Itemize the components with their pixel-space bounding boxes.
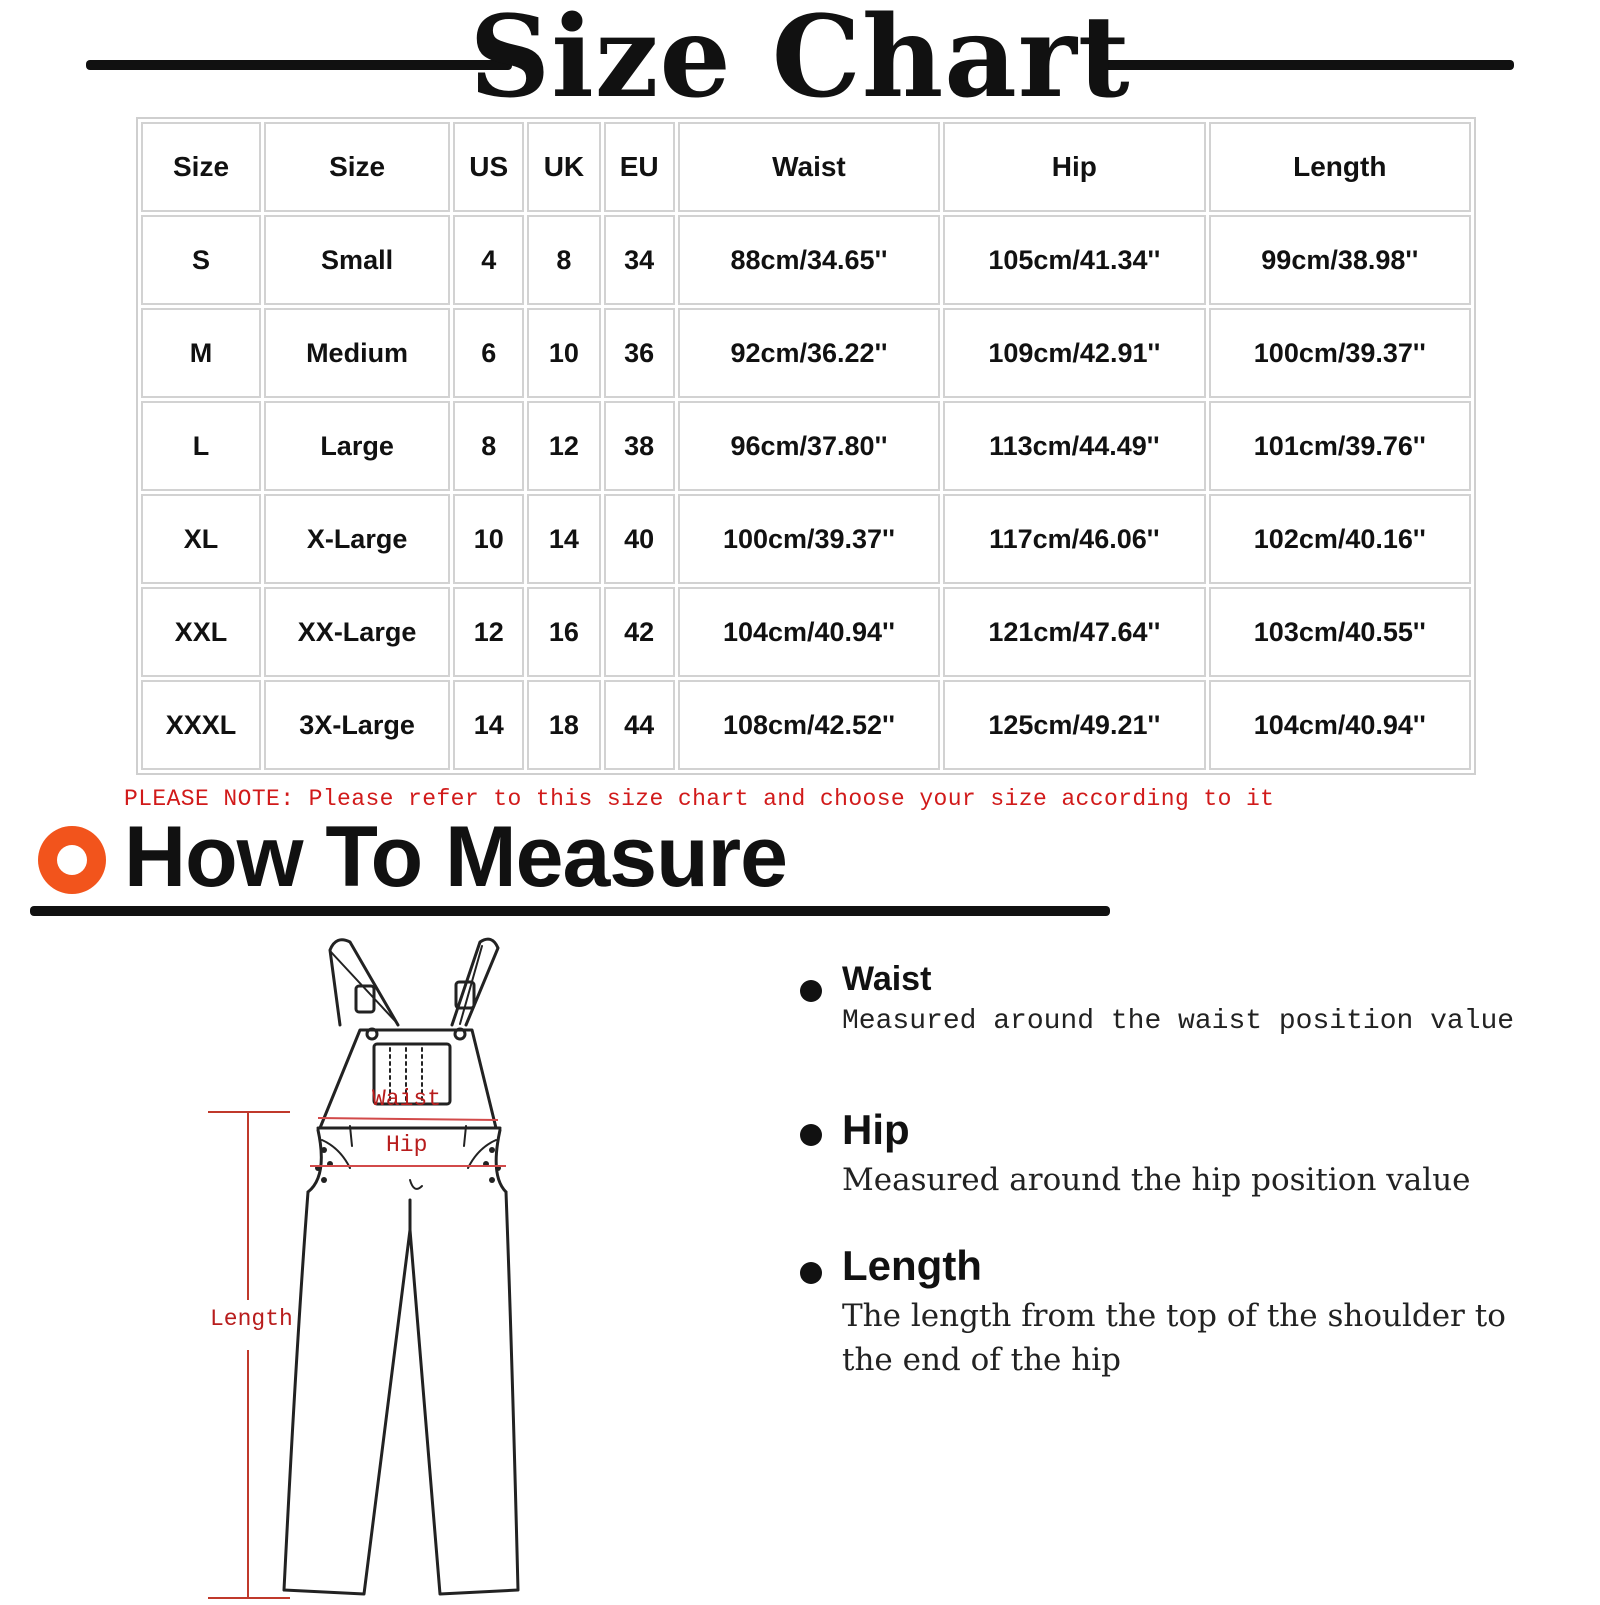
- table-cell: 44: [604, 680, 675, 770]
- header-cell: Length: [1209, 122, 1471, 212]
- measure-item-description-line2: the end of the hip: [842, 1342, 1121, 1378]
- table-cell: 38: [604, 401, 675, 491]
- table-cell: 16: [527, 587, 600, 677]
- header-cell: Size: [141, 122, 261, 212]
- table-cell: 8: [527, 215, 600, 305]
- table-cell: 109cm/42.91'': [943, 308, 1205, 398]
- header-cell: UK: [527, 122, 600, 212]
- table-cell: 8: [453, 401, 524, 491]
- table-cell: 104cm/40.94'': [1209, 680, 1471, 770]
- length-label: Length: [210, 1306, 293, 1332]
- table-cell: 113cm/44.49'': [943, 401, 1205, 491]
- table-cell: 10: [527, 308, 600, 398]
- overalls-diagram: [200, 930, 560, 1600]
- table-cell: Small: [264, 215, 450, 305]
- table-row: [141, 494, 1471, 584]
- header-cell: Size: [264, 122, 450, 212]
- measure-item-description: Measured around the hip position value: [842, 1162, 1471, 1198]
- table-cell: 34: [604, 215, 675, 305]
- table-cell: 117cm/46.06'': [943, 494, 1205, 584]
- table-row: [141, 401, 1471, 491]
- table-cell: Large: [264, 401, 450, 491]
- table-cell: 92cm/36.22'': [678, 308, 940, 398]
- overalls-outline-icon: [200, 930, 560, 1600]
- table-row: [141, 587, 1471, 677]
- table-cell: S: [141, 215, 261, 305]
- measure-heading: How To Measure: [124, 809, 787, 905]
- table-row: [141, 680, 1471, 770]
- table-cell: 14: [453, 680, 524, 770]
- table-cell: 40: [604, 494, 675, 584]
- header-cell: Waist: [678, 122, 940, 212]
- table-cell: 125cm/49.21'': [943, 680, 1205, 770]
- table-cell: XX-Large: [264, 587, 450, 677]
- table-cell: 42: [604, 587, 675, 677]
- table-cell: X-Large: [264, 494, 450, 584]
- size-table-frame: [136, 117, 1476, 775]
- table-cell: 12: [527, 401, 600, 491]
- table-cell: 88cm/34.65'': [678, 215, 940, 305]
- header-cell: Hip: [943, 122, 1205, 212]
- table-row: [141, 215, 1471, 305]
- table-cell: 4: [453, 215, 524, 305]
- size-note: PLEASE NOTE: Please refer to this size chart and choose your size according to it: [124, 786, 1275, 812]
- bullet-icon: [800, 1262, 822, 1284]
- table-cell: 36: [604, 308, 675, 398]
- table-cell: 100cm/39.37'': [1209, 308, 1471, 398]
- bullet-icon: [800, 1124, 822, 1146]
- bullet-icon: [800, 980, 822, 1002]
- table-cell: 3X-Large: [264, 680, 450, 770]
- table-cell: 100cm/39.37'': [678, 494, 940, 584]
- table-cell: 105cm/41.34'': [943, 215, 1205, 305]
- table-cell: M: [141, 308, 261, 398]
- table-cell: 99cm/38.98'': [1209, 215, 1471, 305]
- measure-item-heading: Waist: [842, 960, 932, 998]
- table-cell: XL: [141, 494, 261, 584]
- header-cell: EU: [604, 122, 675, 212]
- hip-label: Hip: [386, 1132, 428, 1158]
- table-cell: 102cm/40.16'': [1209, 494, 1471, 584]
- measure-item-description: The length from the top of the shoulder to: [842, 1298, 1506, 1334]
- page-title: Size Chart: [469, 0, 1131, 123]
- table-cell: L: [141, 401, 261, 491]
- table-cell: 121cm/47.64'': [943, 587, 1205, 677]
- table-cell: 104cm/40.94'': [678, 587, 940, 677]
- header-cell: US: [453, 122, 524, 212]
- table-header-row: [141, 122, 1471, 212]
- measure-item-heading: Length: [842, 1242, 982, 1289]
- table-cell: 108cm/42.52'': [678, 680, 940, 770]
- table-cell: 14: [527, 494, 600, 584]
- table-cell: 12: [453, 587, 524, 677]
- table-cell: XXXL: [141, 680, 261, 770]
- table-cell: 6: [453, 308, 524, 398]
- table-cell: 101cm/39.76'': [1209, 401, 1471, 491]
- table-cell: 103cm/40.55'': [1209, 587, 1471, 677]
- measure-underline: [30, 906, 1110, 916]
- table-row: [141, 308, 1471, 398]
- table-cell: XXL: [141, 587, 261, 677]
- table-cell: 96cm/37.80'': [678, 401, 940, 491]
- table-cell: 10: [453, 494, 524, 584]
- table-cell: Medium: [264, 308, 450, 398]
- measure-item-description: Measured around the waist position value: [842, 1006, 1515, 1037]
- table-cell: 18: [527, 680, 600, 770]
- waist-label: Waist: [372, 1086, 442, 1112]
- size-table: [138, 119, 1474, 773]
- circle-bullet-icon: [38, 826, 106, 894]
- measure-item-heading: Hip: [842, 1106, 910, 1153]
